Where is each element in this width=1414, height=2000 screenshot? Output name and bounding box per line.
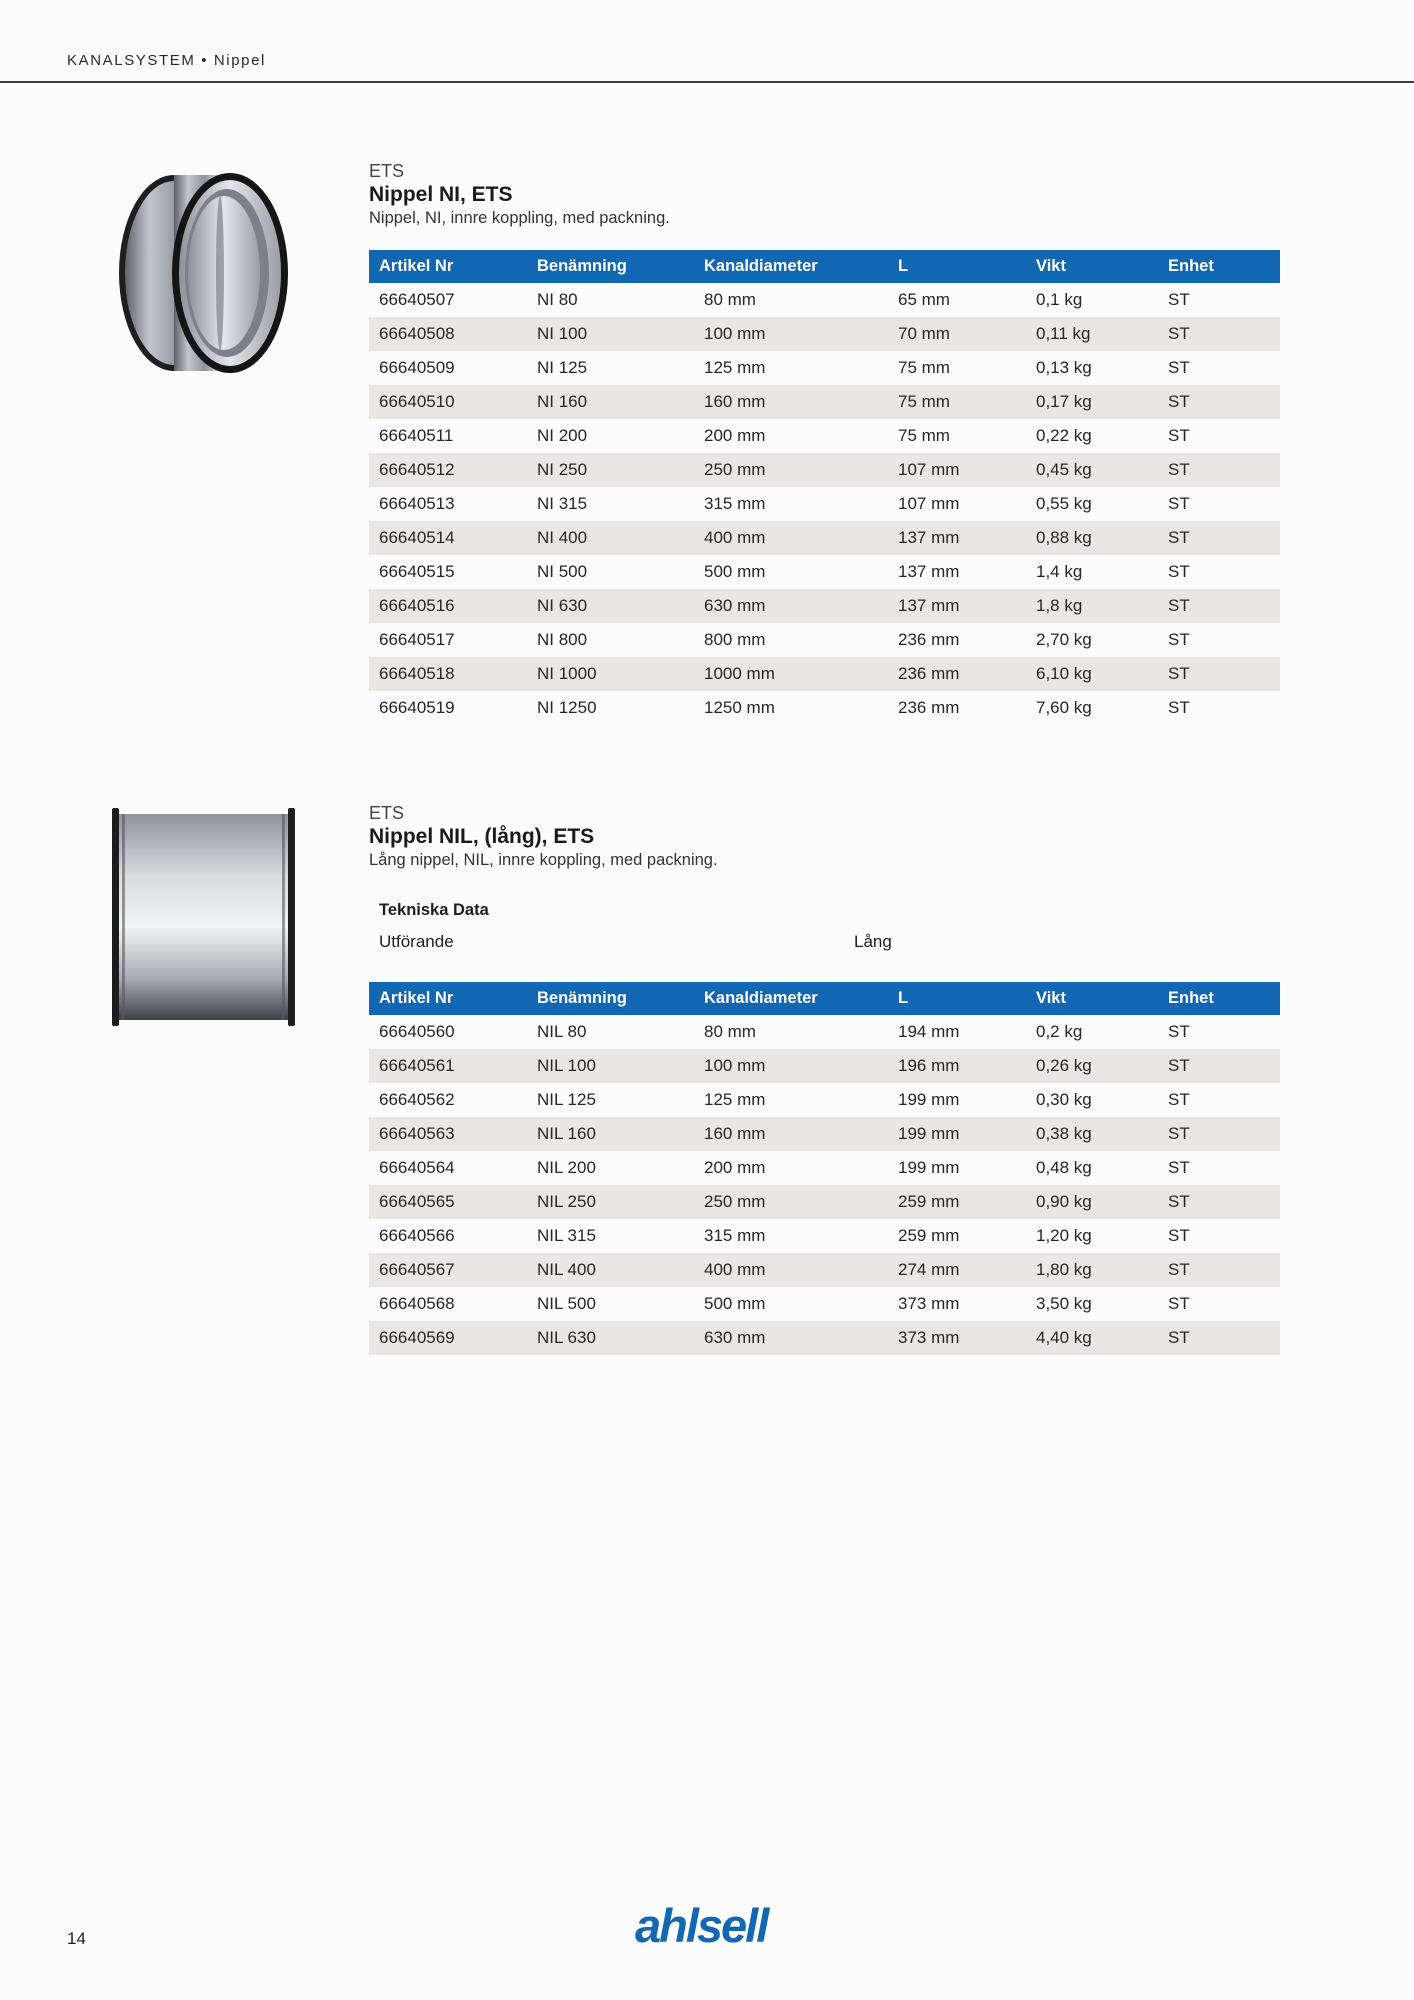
table-cell: ST xyxy=(1158,1321,1280,1355)
table-cell: 65 mm xyxy=(898,290,950,309)
section-nippel-ni xyxy=(369,160,1280,725)
table-cell: 3,50 kg xyxy=(1036,1294,1092,1313)
technical-data-row xyxy=(369,924,1280,960)
table-row xyxy=(369,1253,1280,1287)
table-cell: 66640561 xyxy=(369,1049,527,1083)
table-cell: ST xyxy=(1158,657,1280,691)
table-cell: ST xyxy=(1168,358,1190,377)
table-cell: 1,8 kg xyxy=(1026,589,1158,623)
column-header: Enhet xyxy=(1158,250,1280,283)
table-row xyxy=(369,589,1280,623)
table-row xyxy=(369,283,1280,317)
table-cell: ST xyxy=(1168,290,1190,309)
table-cell: 630 mm xyxy=(694,1321,888,1355)
table-cell: 0,88 kg xyxy=(1026,521,1158,555)
table-row xyxy=(369,623,1280,657)
table-cell: 66640568 xyxy=(379,1294,455,1313)
table-cell: NIL 250 xyxy=(527,1185,694,1219)
column-header: Vikt xyxy=(1026,982,1158,1015)
table-cell: 75 mm xyxy=(898,358,950,377)
table-cell: NI 125 xyxy=(537,358,588,377)
table-cell: NI 100 xyxy=(527,317,694,351)
table-cell: 107 mm xyxy=(898,494,960,513)
table-cell: 500 mm xyxy=(704,1294,766,1313)
column-header: Enhet xyxy=(1158,982,1280,1015)
table-cell: 500 mm xyxy=(704,562,766,581)
column-header: Artikel Nr xyxy=(369,250,527,283)
table-cell: 0,26 kg xyxy=(1026,1049,1158,1083)
table-cell: 0,13 kg xyxy=(1036,358,1092,377)
table-cell: 200 mm xyxy=(704,426,766,445)
table-cell: 66640567 xyxy=(369,1253,527,1287)
table-cell: 6,10 kg xyxy=(1026,657,1158,691)
product-description: Nippel, NI, innre koppling, med packning. xyxy=(369,209,670,227)
table-cell: 0,48 kg xyxy=(1036,1158,1092,1177)
table-cell: NIL 200 xyxy=(537,1158,596,1177)
table-cell: NI 500 xyxy=(537,562,588,581)
table-cell: 2,70 kg xyxy=(1036,630,1092,649)
table-cell: 80 mm xyxy=(704,290,756,309)
table-cell: 66640515 xyxy=(379,562,455,581)
table-cell: 66640510 xyxy=(369,385,527,419)
table-cell: NIL 160 xyxy=(527,1117,694,1151)
spec-table xyxy=(369,982,1280,1355)
technical-data-heading: Tekniska Data xyxy=(379,901,489,919)
table-cell: NI 630 xyxy=(527,589,694,623)
table-cell: ST xyxy=(1158,453,1280,487)
table-cell: 100 mm xyxy=(694,1049,888,1083)
table-row xyxy=(369,1083,1280,1117)
table-cell: 236 mm xyxy=(898,698,960,717)
table-cell: 160 mm xyxy=(694,385,888,419)
table-cell: 125 mm xyxy=(704,1090,766,1109)
table-row xyxy=(369,1117,1280,1151)
column-header: Benämning xyxy=(527,250,694,283)
table-cell: 66640508 xyxy=(369,317,527,351)
table-cell: 0,30 kg xyxy=(1036,1090,1092,1109)
table-row xyxy=(369,1185,1280,1219)
table-cell: ST xyxy=(1168,1090,1190,1109)
table-cell: 137 mm xyxy=(888,521,1026,555)
brand-label: ETS xyxy=(369,803,405,823)
table-row xyxy=(369,317,1280,351)
table-cell: NI 1250 xyxy=(537,698,597,717)
table-cell: 236 mm xyxy=(898,630,960,649)
table-row xyxy=(369,385,1280,419)
table-row xyxy=(369,351,1280,385)
table-cell: 66640565 xyxy=(369,1185,527,1219)
page-header xyxy=(0,0,1414,83)
table-cell: 4,40 kg xyxy=(1026,1321,1158,1355)
product-title: Nippel NI, ETS xyxy=(369,183,513,206)
column-header: Artikel Nr xyxy=(369,982,527,1015)
table-row xyxy=(369,691,1280,725)
table-cell: 7,60 kg xyxy=(1036,698,1092,717)
table-cell: NIL 80 xyxy=(537,1022,587,1041)
table-cell: 1000 mm xyxy=(694,657,888,691)
table-cell: 259 mm xyxy=(898,1226,960,1245)
table-cell: 1250 mm xyxy=(704,698,775,717)
table-cell: 315 mm xyxy=(704,494,766,513)
table-cell: NIL 500 xyxy=(537,1294,596,1313)
table-cell: 66640518 xyxy=(369,657,527,691)
table-row xyxy=(369,419,1280,453)
column-header: L xyxy=(888,982,1026,1015)
table-cell: 196 mm xyxy=(888,1049,1026,1083)
table-cell: ST xyxy=(1168,698,1190,717)
table-cell: ST xyxy=(1158,1049,1280,1083)
table-cell: 0,90 kg xyxy=(1026,1185,1158,1219)
table-row xyxy=(369,657,1280,691)
table-cell: 66640519 xyxy=(379,698,455,717)
table-cell: NI 200 xyxy=(537,426,588,445)
table-cell: 160 mm xyxy=(694,1117,888,1151)
table-cell: 70 mm xyxy=(888,317,1026,351)
table-cell: NI 315 xyxy=(537,494,588,513)
table-cell: 66640512 xyxy=(369,453,527,487)
technical-data-value: Lång xyxy=(854,932,892,951)
table-cell: NI 400 xyxy=(527,521,694,555)
table-cell: ST xyxy=(1158,317,1280,351)
table-cell: 199 mm xyxy=(898,1158,960,1177)
table-cell: NI 800 xyxy=(537,630,588,649)
product-description: Lång nippel, NIL, innre koppling, med packning. xyxy=(369,851,718,869)
table-cell: ST xyxy=(1168,426,1190,445)
table-cell: 66640514 xyxy=(369,521,527,555)
table-cell: ST xyxy=(1158,1185,1280,1219)
table-cell: 66640509 xyxy=(379,358,455,377)
table-cell: ST xyxy=(1158,1253,1280,1287)
table-cell: NIL 630 xyxy=(527,1321,694,1355)
table-cell: 66640569 xyxy=(369,1321,527,1355)
table-cell: 236 mm xyxy=(888,657,1026,691)
table-cell: 80 mm xyxy=(704,1022,756,1041)
table-cell: 66640564 xyxy=(379,1158,455,1177)
table-cell: 66640507 xyxy=(379,290,455,309)
table-cell: ST xyxy=(1168,562,1190,581)
column-header: Vikt xyxy=(1026,250,1158,283)
table-cell: 259 mm xyxy=(888,1185,1026,1219)
table-row xyxy=(369,487,1280,521)
table-cell: 400 mm xyxy=(694,1253,888,1287)
table-row xyxy=(369,1151,1280,1185)
column-header: Kanaldiameter xyxy=(694,982,888,1015)
table-cell: 66640513 xyxy=(379,494,455,513)
table-row xyxy=(369,453,1280,487)
table-header-row xyxy=(369,250,1280,283)
table-cell: 315 mm xyxy=(704,1226,766,1245)
table-cell: 199 mm xyxy=(898,1090,960,1109)
table-cell: 1,80 kg xyxy=(1026,1253,1158,1287)
table-cell: 200 mm xyxy=(704,1158,766,1177)
spec-table xyxy=(369,250,1280,725)
table-cell: NI 160 xyxy=(527,385,694,419)
table-cell: 1,4 kg xyxy=(1036,562,1083,581)
table-cell: 800 mm xyxy=(704,630,766,649)
table-row xyxy=(369,1287,1280,1321)
table-cell: 0,17 kg xyxy=(1026,385,1158,419)
table-cell: 66640566 xyxy=(379,1226,455,1245)
table-row xyxy=(369,1219,1280,1253)
page-number: 14 xyxy=(67,1929,86,1948)
section-nippel-nil xyxy=(369,802,1280,1355)
table-cell: 0,1 kg xyxy=(1036,290,1083,309)
table-cell: 373 mm xyxy=(888,1321,1026,1355)
table-cell: ST xyxy=(1168,494,1190,513)
table-cell: 66640516 xyxy=(369,589,527,623)
table-cell: 250 mm xyxy=(694,453,888,487)
table-cell: ST xyxy=(1158,589,1280,623)
table-row xyxy=(369,1321,1280,1355)
table-cell: 125 mm xyxy=(704,358,766,377)
table-cell: 194 mm xyxy=(898,1022,960,1041)
table-cell: NIL 315 xyxy=(537,1226,596,1245)
table-cell: NIL 400 xyxy=(527,1253,694,1287)
product-title: Nippel NIL, (lång), ETS xyxy=(369,825,595,848)
table-cell: 107 mm xyxy=(888,453,1026,487)
table-cell: NI 250 xyxy=(527,453,694,487)
table-cell: 137 mm xyxy=(898,562,960,581)
column-header: Benämning xyxy=(527,982,694,1015)
table-cell: 100 mm xyxy=(694,317,888,351)
column-header: Kanaldiameter xyxy=(694,250,888,283)
table-cell: 1,20 kg xyxy=(1036,1226,1092,1245)
table-cell: 373 mm xyxy=(898,1294,960,1313)
table-cell: 0,2 kg xyxy=(1036,1022,1083,1041)
table-cell: 66640560 xyxy=(379,1022,455,1041)
table-cell: 66640562 xyxy=(379,1090,455,1109)
table-cell: NI 1000 xyxy=(527,657,694,691)
table-cell: 0,55 kg xyxy=(1036,494,1092,513)
table-cell: 66640511 xyxy=(379,426,454,445)
table-row xyxy=(369,1049,1280,1083)
table-cell: 75 mm xyxy=(898,426,950,445)
table-cell: 137 mm xyxy=(888,589,1026,623)
table-row xyxy=(369,521,1280,555)
table-cell: NI 80 xyxy=(537,290,578,309)
table-cell: ST xyxy=(1158,1117,1280,1151)
table-cell: 199 mm xyxy=(888,1117,1026,1151)
brand-label: ETS xyxy=(369,161,405,181)
table-cell: 0,11 kg xyxy=(1026,317,1158,351)
table-cell: 630 mm xyxy=(694,589,888,623)
table-cell: 0,22 kg xyxy=(1036,426,1092,445)
table-cell: 66640563 xyxy=(369,1117,527,1151)
technical-data-label: Utförande xyxy=(379,932,454,951)
table-cell: ST xyxy=(1168,630,1190,649)
technical-data xyxy=(369,896,1280,960)
table-cell: 0,45 kg xyxy=(1026,453,1158,487)
table-row xyxy=(369,1015,1280,1049)
table-cell: ST xyxy=(1158,521,1280,555)
ahlsell-logo: ahlsell xyxy=(635,1899,768,1952)
table-cell: NIL 100 xyxy=(527,1049,694,1083)
table-cell: 250 mm xyxy=(694,1185,888,1219)
table-cell: 75 mm xyxy=(888,385,1026,419)
table-cell: 274 mm xyxy=(888,1253,1026,1287)
table-cell: 0,38 kg xyxy=(1026,1117,1158,1151)
column-header: L xyxy=(888,250,1026,283)
table-cell: ST xyxy=(1168,1294,1190,1313)
table-header-row xyxy=(369,982,1280,1015)
table-cell: NIL 125 xyxy=(537,1090,596,1109)
table-cell: 400 mm xyxy=(694,521,888,555)
nippel-nil-image xyxy=(108,804,300,1028)
table-cell: ST xyxy=(1158,385,1280,419)
table-cell: ST xyxy=(1168,1158,1190,1177)
table-cell: ST xyxy=(1168,1022,1190,1041)
table-row xyxy=(369,555,1280,589)
table-cell: 66640517 xyxy=(379,630,455,649)
breadcrumb: KANALSYSTEM • Nippel xyxy=(67,52,266,69)
nippel-ni-image xyxy=(112,165,298,380)
table-cell: ST xyxy=(1168,1226,1190,1245)
